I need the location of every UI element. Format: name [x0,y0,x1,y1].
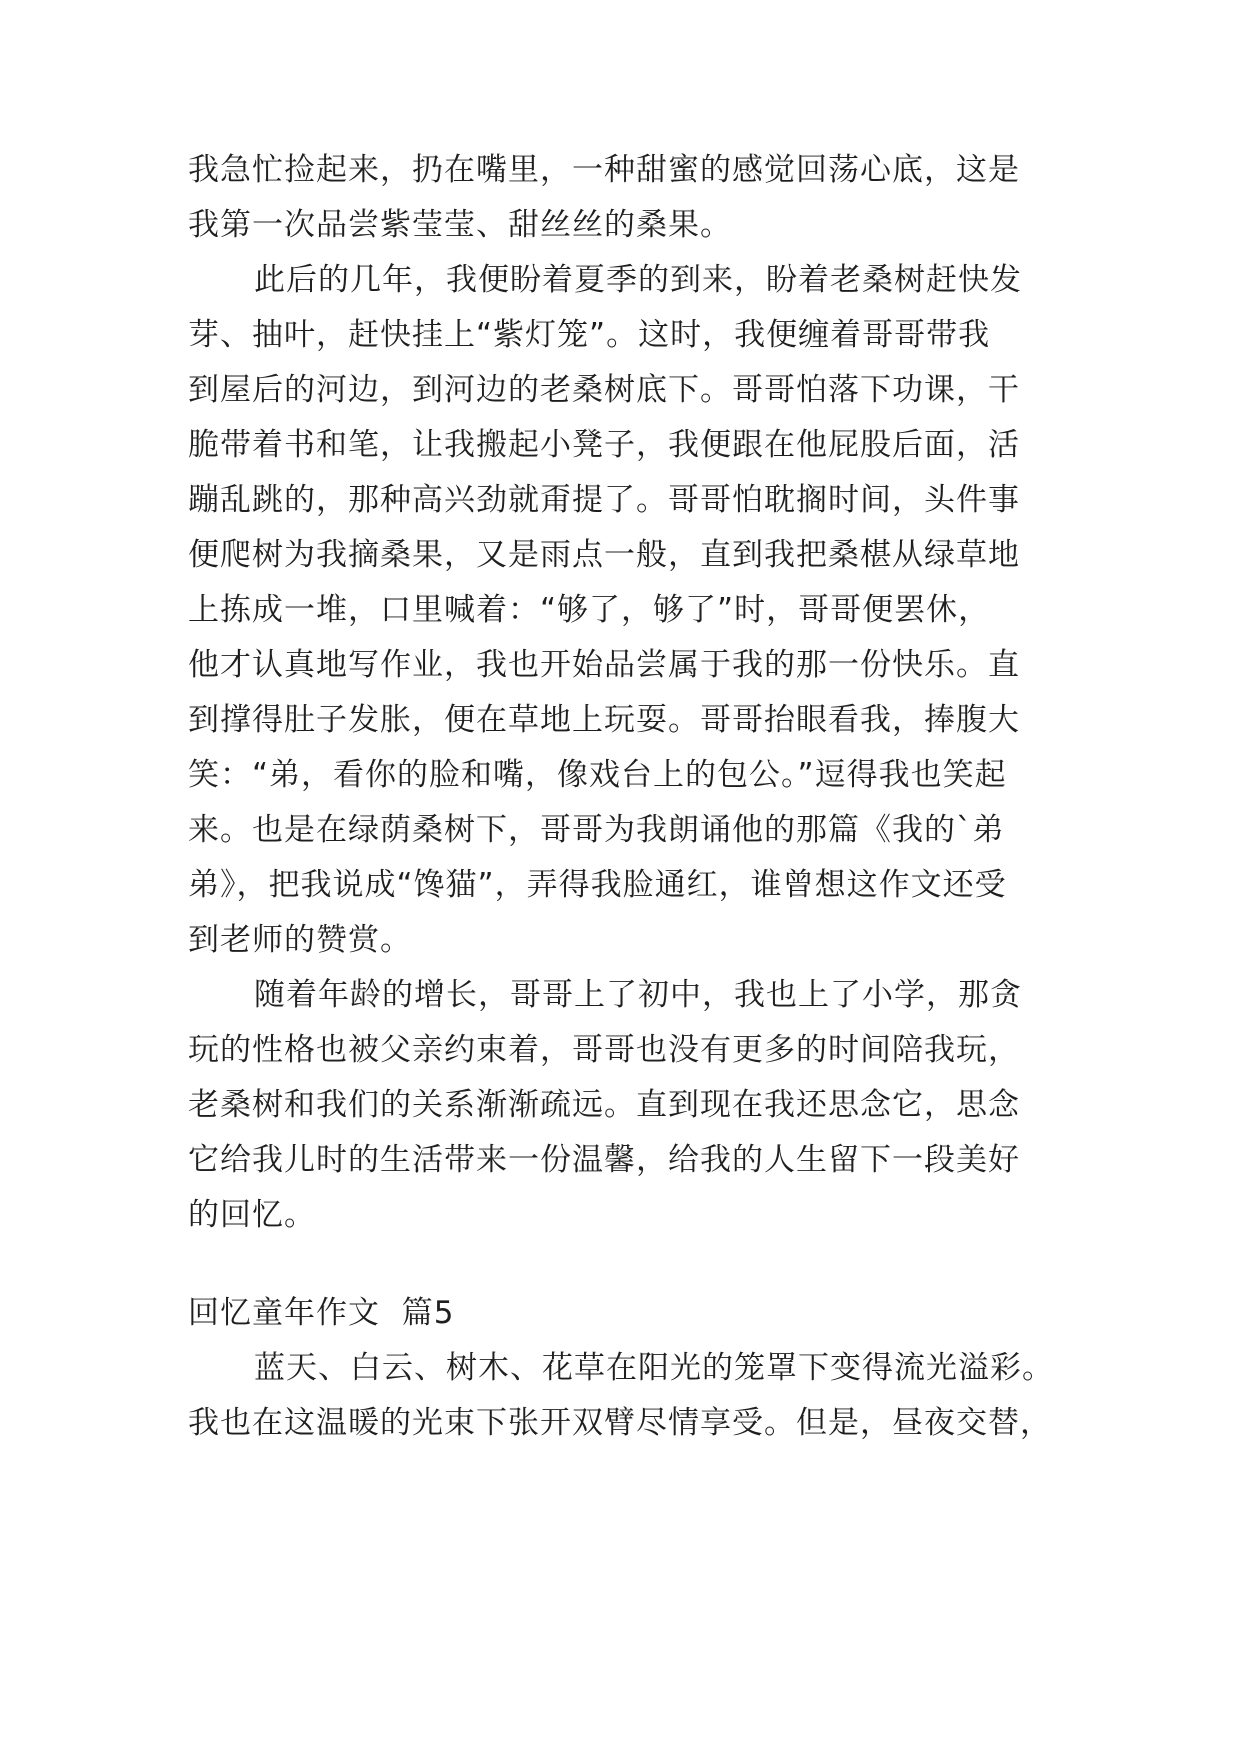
text-line: 脆带着书和笔，让我搬起小凳子，我便跟在他屁股后面，活 [188,427,1020,463]
paragraph-first-line: 随着年龄的增长，哥哥上了初中，我也上了小学，那贪 [254,977,1022,1013]
text-line: 老桑树和我们的关系渐渐疏远。直到现在我还思念它，思念 [188,1087,1020,1123]
text-line: 他才认真地写作业，我也开始品尝属于我的那一份快乐。直 [188,647,1020,683]
text-line: 我急忙捡起来，扔在嘴里，一种甜蜜的感觉回荡心底，这是 [188,152,1020,188]
text-line: 上拣成一堆，口里喊着：“够了，够了”时，哥哥便罢休， [188,592,991,628]
section-heading: 回忆童年作文 篇5 [188,1295,455,1331]
text-line: 它给我儿时的生活带来一份温馨，给我的人生留下一段美好 [188,1142,1020,1178]
text-line: 便爬树为我摘桑果，又是雨点一般，直到我把桑椹从绿草地 [188,537,1020,573]
text-line: 到老师的赞赏。 [188,922,412,958]
text-line: 芽、抽叶，赶快挂上“紫灯笼”。这时，我便缠着哥哥带我 [188,317,991,353]
text-line: 蹦乱跳的，那种高兴劲就甭提了。哥哥怕耽搁时间，头件事 [188,482,1020,518]
text-line: 来。也是在绿荫桑树下，哥哥为我朗诵他的那篇《我的`弟 [188,812,1005,848]
text-line: 笑：“弟，看你的脸和嘴，像戏台上的包公。”逗得我也笑起 [188,757,1007,793]
text-line: 我也在这温暖的光束下张开双臂尽情享受。但是，昼夜交替， [188,1405,1052,1441]
text-line: 到屋后的河边，到河边的老桑树底下。哥哥怕落下功课，干 [188,372,1020,408]
text-line: 弟》，把我说成“馋猫”，弄得我脸通红，谁曾想这作文还受 [188,867,1007,903]
text-line: 到撑得肚子发胀，便在草地上玩耍。哥哥抬眼看我，捧腹大 [188,702,1020,738]
text-line: 玩的性格也被父亲约束着，哥哥也没有更多的时间陪我玩， [188,1032,1020,1068]
paragraph-first-line: 此后的几年，我便盼着夏季的到来，盼着老桑树赶快发 [254,262,1022,298]
text-line: 的回忆。 [188,1197,316,1233]
paragraph-first-line: 蓝天、白云、树木、花草在阳光的笼罩下变得流光溢彩。 [254,1350,1054,1386]
text-line: 我第一次品尝紫莹莹、甜丝丝的桑果。 [188,207,732,243]
